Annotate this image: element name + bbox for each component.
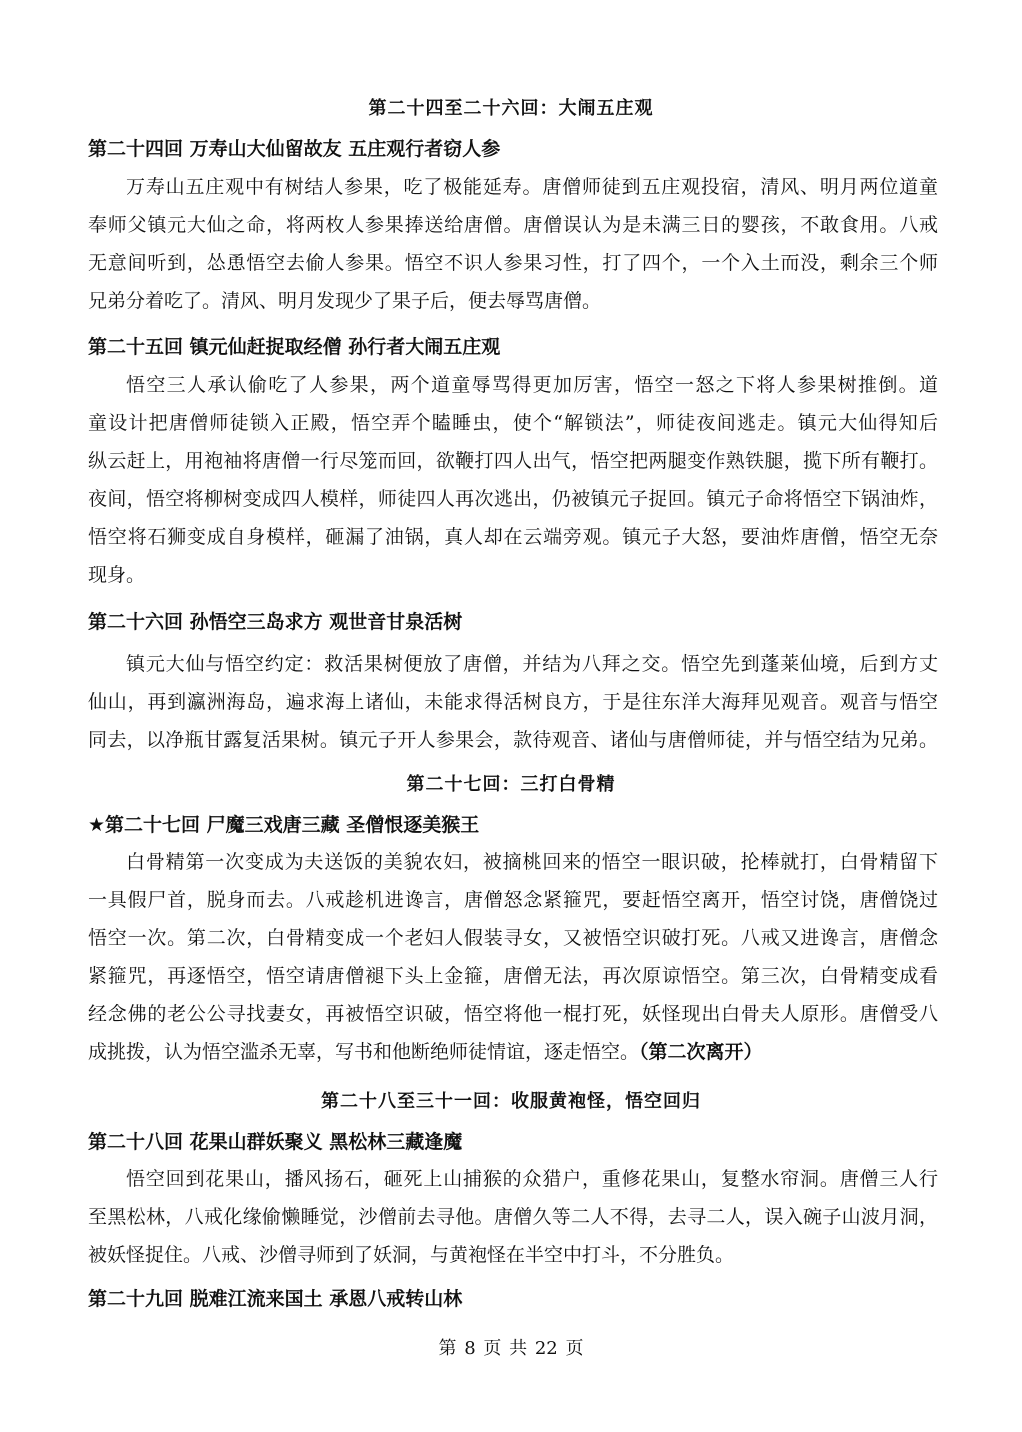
section-title: 第二十七回：三打白骨精 <box>406 774 616 795</box>
text-line: 镇元大仙与悟空约定：救活果树便放了唐僧，并结为八拜之交。悟空先到蓬莱仙境，后到方丈 <box>126 653 938 675</box>
chapter-title: 第二十五回 镇元仙赶捉取经僧 孙行者大闹五庄观 <box>88 336 501 358</box>
text-line: 万寿山五庄观中有树结人参果，吃了极能延寿。唐僧师徒到五庄观投宿，清风、明月两位道童 <box>126 176 938 198</box>
chapter-title: ★第二十七回 尸魔三戏唐三藏 圣僧恨逐美猴王 <box>88 814 480 836</box>
chapter-title: 第二十六回 孙悟空三岛求方 观世音甘泉活树 <box>88 611 463 633</box>
text-line: 悟空回到花果山，播风扬石，砸死上山捕猴的众猎户，重修花果山，复整水帘洞。唐僧三人行 <box>126 1168 938 1190</box>
text-line: 兄弟分着吃了。清风、明月发现少了果子后，便去辱骂唐僧。 <box>88 290 602 312</box>
text-line: 经念佛的老公公寻找妻女，再被悟空识破，悟空将他一棍打死，妖怪现出白骨夫人原形。唐僧受八 <box>88 1003 938 1025</box>
text-line: 奉师父镇元大仙之命，将两枚人参果捧送给唐僧。唐僧误认为是未满三日的婴孩，不敢食用。八戒 <box>88 214 938 236</box>
paragraph <box>88 168 938 320</box>
paragraph <box>88 645 938 759</box>
text-line: 一具假尸首，脱身而去。八戒趁机进谗言，唐僧怒念紧箍咒，要赶悟空离开，悟空讨饶，唐僧饶过 <box>88 889 938 911</box>
chapter-note: （第二次离开） <box>639 1041 763 1063</box>
text-line <box>88 1033 938 1071</box>
paragraph <box>88 843 938 1071</box>
text-line: 纵云赶上，用袍袖将唐僧一行尽笼而回，欲鞭打四人出气，悟空把两腿变作熟铁腿，揽下所有鞭打。 <box>88 450 938 472</box>
text-line: 现身。 <box>88 564 146 586</box>
text-line: 悟空三人承认偷吃了人参果，两个道童辱骂得更加厉害，悟空一怒之下将人参果树推倒。道 <box>126 374 938 396</box>
page-footer: 第 8 页 共 22 页 <box>438 1338 584 1359</box>
text-line: 仙山，再到瀛洲海岛，遍求海上诸仙，未能求得活树良方，于是往东洋大海拜见观音。观音与悟空 <box>88 691 938 713</box>
paragraph <box>88 366 938 594</box>
chapter-title: 第二十九回 脱难江流来国土 承恩八戒转山林 <box>88 1288 463 1310</box>
text-line: 紧箍咒，再逐悟空，悟空请唐僧褪下头上金箍，唐僧无法，再次原谅悟空。第三次，白骨精变成看 <box>88 965 938 987</box>
section-title: 第二十四至二十六回：大闹五庄观 <box>368 98 654 119</box>
paragraph <box>88 1160 938 1274</box>
text-fragment: 成挑拨，认为悟空滥杀无辜，写书和他断绝师徒情谊，逐走悟空。 <box>88 1041 640 1063</box>
section-title: 第二十八至三十一回：收服黄袍怪，悟空回归 <box>321 1091 701 1112</box>
text-line: 白骨精第一次变成为夫送饭的美貌农妇，被摘桃回来的悟空一眼识破，抡棒就打，白骨精留下 <box>126 851 938 873</box>
text-line: 童设计把唐僧师徒锁入正殿，悟空弄个瞌睡虫，使个“解锁法”，师徒夜间逃走。镇元大仙得知后 <box>88 412 938 434</box>
text-line: 悟空将石狮变成自身模样，砸漏了油锅，真人却在云端旁观。镇元子大怒，要油炸唐僧，悟空无奈 <box>88 526 938 548</box>
text-line: 无意间听到，怂恿悟空去偷人参果。悟空不识人参果习性，打了四个，一个入土而没，剩余三个师 <box>88 252 938 274</box>
text-line: 同去，以净瓶甘露复活果树。镇元子开人参果会，款待观音、诸仙与唐僧师徒，并与悟空结为兄弟。 <box>88 729 938 751</box>
text-line: 被妖怪捉住。八戒、沙僧寻师到了妖洞，与黄袍怪在半空中打斗，不分胜负。 <box>88 1244 735 1266</box>
chapter-title: 第二十四回 万寿山大仙留故友 五庄观行者窃人参 <box>88 138 501 160</box>
text-line: 夜间，悟空将柳树变成四人模样，师徒四人再次逃出，仍被镇元子捉回。镇元子命将悟空下锅油炸， <box>88 488 938 510</box>
text-line: 悟空一次。第二次，白骨精变成一个老妇人假装寻女，又被悟空识破打死。八戒又进谗言，唐僧念 <box>88 927 938 949</box>
chapter-title: 第二十八回 花果山群妖聚义 黑松林三藏逢魔 <box>88 1131 463 1153</box>
text-line: 至黑松林，八戒化缘偷懒睡觉，沙僧前去寻他。唐僧久等二人不得，去寻二人，误入碗子山波月洞， <box>88 1206 938 1228</box>
